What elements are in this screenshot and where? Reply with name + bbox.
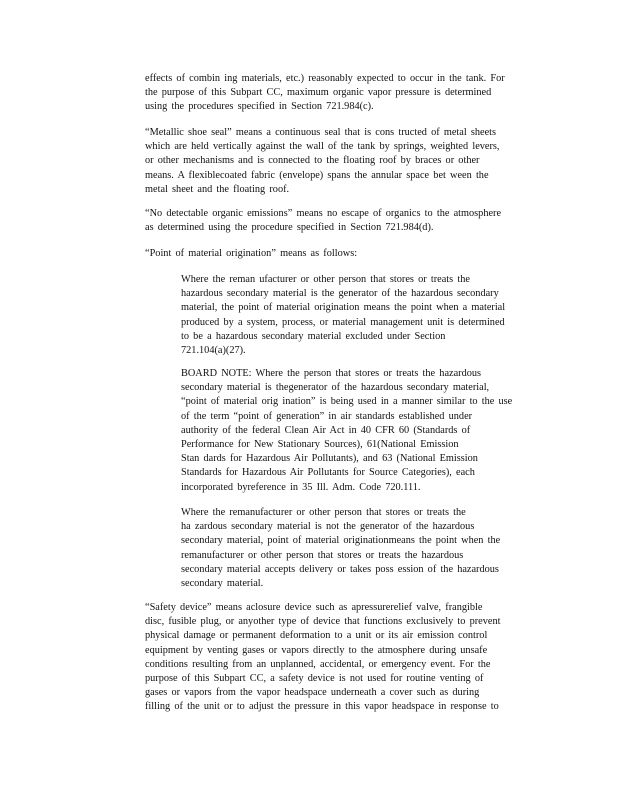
text-line: or other mechanisms and is connected to the floating roof by braces or other: [145, 155, 480, 167]
text-line: “Safety device” means aclosure device such as apressurerelief valve, frangible: [145, 602, 483, 613]
text-line: which are held vertically against the wall of the tank by springs, weighted levers,: [145, 141, 500, 153]
text-line: metal sheet and the floating roof.: [145, 183, 290, 195]
text-line: purpose of this Subpart CC, a safety device is not used for routine venting of: [145, 673, 484, 685]
text-line: as determined using the procedure specified in Section 721.984(d).: [145, 222, 434, 234]
text-line: remanufacturer or other person that stores or treats the hazardous: [181, 549, 464, 561]
text-line: hazardous secondary material is the generator of the hazardous secondary: [181, 288, 499, 300]
text-line: BOARD NOTE: Where the person that stores or treats the hazardous: [181, 368, 482, 379]
text-line: gases or vapors from the vapor headspace underneath a cover such as during: [145, 687, 480, 699]
text-line: “No detectable organic emissions” means no escape of organics to the atmosphere: [145, 208, 502, 219]
text-line: physical damage or permanent deformation to a unit or its air emission control: [145, 630, 488, 642]
text-line: “Metallic shoe seal” means a continuous seal that is cons tructed of metal sheets: [145, 127, 497, 138]
paragraph-no-detectable-emissions: [145, 207, 541, 235]
text-line: equipment by venting gases or vapors directly to the atmosphere during unsafe: [145, 644, 488, 656]
paragraph-where-generator: [181, 273, 537, 358]
paragraph-metallic-shoe-seal: [145, 126, 541, 197]
text-line: means. A flexiblecoated fabric (envelope) spans the annular space bet ween the: [145, 169, 489, 181]
text-line: filling of the unit or to adjust the pressure in this vapor headspace in response to: [145, 701, 499, 713]
text-line: the purpose of this Subpart CC, maximum organic vapor pressure is determined: [145, 87, 492, 99]
text-line: incorporated byreference in 35 Ill. Adm. Code 720.111.: [181, 481, 421, 493]
text-line: secondary material, point of material originationmeans the point when the: [181, 535, 501, 547]
text-line: secondary material is thegenerator of the hazardous secondary material,: [181, 382, 490, 394]
text-line: Where the remanufacturer or other person that stores or treats the: [181, 507, 466, 518]
text-line: secondary material accepts delivery or takes poss ession of the hazardous: [181, 563, 499, 575]
text-line: using the procedures specified in Section 721.984(c).: [145, 101, 374, 113]
text-line: produced by a system, process, or material management unit is determined: [181, 316, 505, 328]
text-line: “point of material orig ination” is being used in a manner similar to the use: [181, 396, 513, 408]
paragraph-effects: [145, 72, 541, 115]
text-line: Performance for New Stationary Sources), 61(National Emission: [181, 439, 459, 451]
paragraph-point-of-origination: [145, 247, 541, 261]
text-line: ha zardous secondary material is not the generator of the hazardous: [181, 521, 475, 533]
text-line: disc, fusible plug, or anyother type of device that functions exclusively to prevent: [145, 616, 501, 628]
text-line: conditions resulting from an unplanned, accidental, or emergency event. For the: [145, 658, 491, 670]
text-line: material, the point of material origination means the point when a material: [181, 302, 506, 314]
paragraph-where-not-generator: [181, 506, 537, 591]
text-line: secondary material.: [181, 578, 264, 590]
text-line: to be a hazardous secondary material excluded under Section: [181, 330, 446, 342]
text-line: Where the reman ufacturer or other person that stores or treats the: [181, 274, 470, 285]
paragraph-safety-device: [145, 601, 541, 715]
paragraph-board-note: [181, 367, 537, 495]
text-line: “Point of material origination” means as follows:: [145, 248, 358, 259]
text-line: Stan dards for Hazardous Air Pollutants), and 63 (National Emission: [181, 453, 478, 465]
text-line: of the term “point of generation” in air standards established under: [181, 410, 473, 422]
text-line: effects of combin ing materials, etc.) reasonably expected to occur in the tank. For: [145, 73, 505, 84]
text-line: authority of the federal Clean Air Act in 40 CFR 60 (Standards of: [181, 424, 471, 436]
text-line: Standards for Hazardous Air Pollutants for Source Categories), each: [181, 467, 475, 479]
text-line: 721.104(a)(27).: [181, 345, 246, 357]
